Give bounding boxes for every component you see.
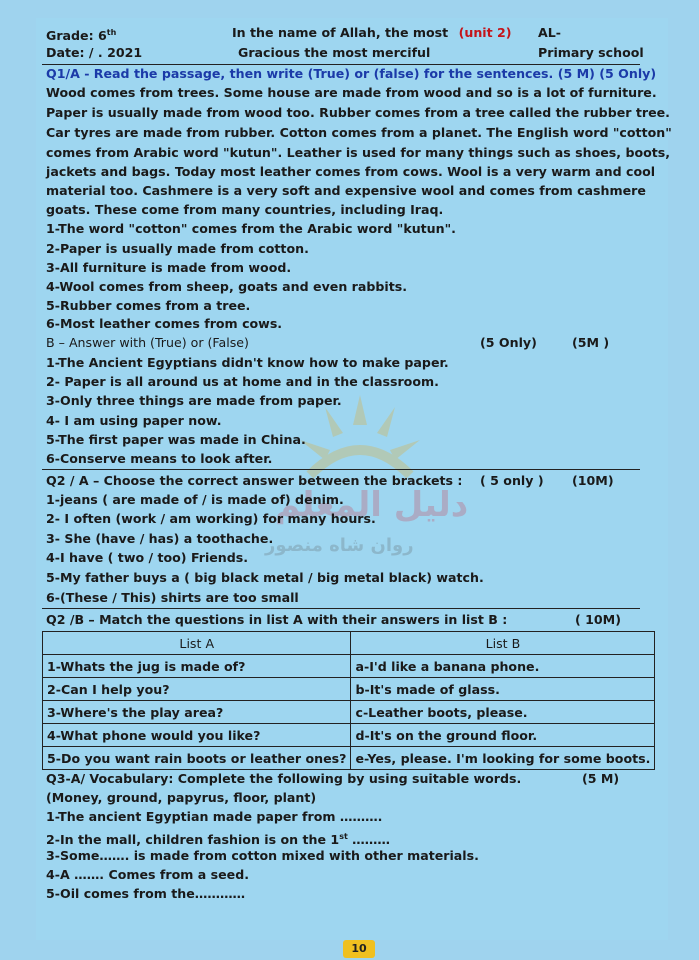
list-b-cell: c-Leather boots, please. [351, 701, 655, 724]
q1b-item: 1-The Ancient Egyptians didn't know how to make paper. [46, 355, 449, 370]
q1b-only: (5 Only) [480, 335, 537, 350]
q2b-title: Q2 /B – Match the questions in list A with their answers in list B : [46, 612, 508, 627]
q3a-item: 4-A ……. Comes from a seed. [46, 867, 250, 882]
list-b-cell: a-I'd like a banana phone. [351, 655, 655, 678]
list-b-cell: d-It's on the ground floor. [351, 724, 655, 747]
header-center-line1 [232, 24, 512, 42]
q3a-item2-text: 2-In the mall, children fashion is on the 1 [46, 832, 340, 848]
grade-text: Grade: 6 [46, 28, 107, 44]
q2a-item: 5-My father buys a ( big black metal / big metal black) watch. [46, 570, 484, 585]
list-a-cell: 1-Whats the jug is made of? [43, 655, 351, 678]
list-a-cell: 3-Where's the play area? [43, 701, 351, 724]
passage-line: Paper is usually made from wood too. Rubber comes from a tree called the rubber tree. [46, 105, 670, 120]
list-a-header: List A [43, 632, 351, 655]
q2a-marks: (10M) [572, 473, 614, 488]
q3a-marks: (5 M) [582, 771, 620, 786]
q1b-item: 5-The first paper was made in China. [46, 432, 306, 447]
passage-line: material too. Cashmere is a very soft and expensive wool and comes from cashmere [46, 183, 646, 198]
unit-label: (unit 2) [458, 25, 512, 40]
list-b-cell: b-It's made of glass. [351, 678, 655, 701]
q2a-only: ( 5 only ) [480, 473, 544, 488]
table-row [43, 701, 655, 724]
q2a-item: 3- She (have / has) a toothache. [46, 531, 274, 546]
list-b-header: List B [351, 632, 655, 655]
header-center-line2: Gracious the most merciful [238, 45, 431, 60]
divider [42, 608, 640, 609]
table-row [43, 747, 655, 770]
q1b-item: 3-Only three things are made from paper. [46, 393, 342, 408]
q3a-item [46, 828, 390, 849]
q1a-item: 4-Wool comes from sheep, goats and even rabbits. [46, 279, 408, 294]
q2a-item: 6-(These / This) shirts are too small [46, 590, 299, 605]
passage-line: comes from Arabic word "kutun". Leather is used for many things such as shoes, boots, [46, 145, 671, 160]
q1a-item: 2-Paper is usually made from cotton. [46, 241, 309, 256]
watermark-emblem-icon [285, 385, 435, 555]
q2a-item: 2- I often (work / am working) for many hours. [46, 511, 376, 526]
date-label: Date: / . 2021 [46, 45, 143, 60]
table-header-row [43, 632, 655, 655]
basmala-text: In the name of Allah, the most [232, 25, 449, 40]
q2a-item: 4-I have ( two / too) Friends. [46, 550, 249, 565]
q1b-item: 4- I am using paper now. [46, 413, 222, 428]
q2a-title: Q2 / A – Choose the correct answer between the brackets : [46, 473, 463, 488]
watermark-line2: روان شاه منصور [265, 535, 414, 556]
list-a-cell: 2-Can I help you? [43, 678, 351, 701]
table-row [43, 724, 655, 747]
q3a-item2-tail: ……… [347, 832, 390, 848]
q3a-item2-sup: st [339, 832, 348, 841]
q3a-word-bank: (Money, ground, papyrus, floor, plant) [46, 790, 317, 805]
q1b-title: B – Answer with (True) or (False) [46, 335, 249, 350]
q2b-marks: ( 10M) [575, 612, 621, 627]
passage-line: goats. These come from many countries, including Iraq. [46, 202, 444, 217]
passage-line: Car tyres are made from rubber. Cotton comes from a planet. The English word "cotton" [46, 125, 672, 140]
school-line2: Primary school [538, 45, 644, 60]
list-b-cell: e-Yes, please. I'm looking for some boots. [351, 747, 655, 770]
grade-sup: th [106, 28, 117, 37]
q1a-item: 3-All furniture is made from wood. [46, 260, 292, 275]
grade-label [46, 24, 116, 45]
watermark-line1: دليل المعلم [275, 485, 469, 525]
q2a-item: 1-jeans ( are made of / is made of) denim. [46, 492, 344, 507]
list-a-cell: 4-What phone would you like? [43, 724, 351, 747]
passage-line: Wood comes from trees. Some house are made from wood and so is a lot of furniture. [46, 85, 657, 100]
q1a-item: 5-Rubber comes from a tree. [46, 298, 251, 313]
q1a-title: Q1/A - Read the passage, then write (True) or (false) for the sentences. (5 M) (5 Only) [46, 66, 657, 81]
page-number: 10 [343, 940, 375, 958]
school-line1: AL- [538, 25, 561, 40]
passage-line: jackets and bags. Today most leather comes from cows. Wool is a very warm and cool [46, 164, 656, 179]
q3a-item: 3-Some……. is made from cotton mixed with other materials. [46, 848, 479, 863]
q3a-item: 1-The ancient Egyptian made paper from ………. [46, 809, 383, 824]
table-row [43, 678, 655, 701]
q1a-item: 1-The word "cotton" comes from the Arabic word "kutun". [46, 221, 456, 236]
q3a-title: Q3-A/ Vocabulary: Complete the following by using suitable words. [46, 771, 522, 786]
table-row [43, 655, 655, 678]
matching-table [42, 631, 655, 770]
q3a-item: 5-Oil comes from the………… [46, 886, 246, 901]
divider [42, 469, 640, 470]
q1b-item: 6-Conserve means to look after. [46, 451, 273, 466]
q1b-item: 2- Paper is all around us at home and in the classroom. [46, 374, 439, 389]
q1a-item: 6-Most leather comes from cows. [46, 316, 283, 331]
list-a-cell: 5-Do you want rain boots or leather ones? [43, 747, 351, 770]
q1b-marks: (5M ) [572, 335, 610, 350]
